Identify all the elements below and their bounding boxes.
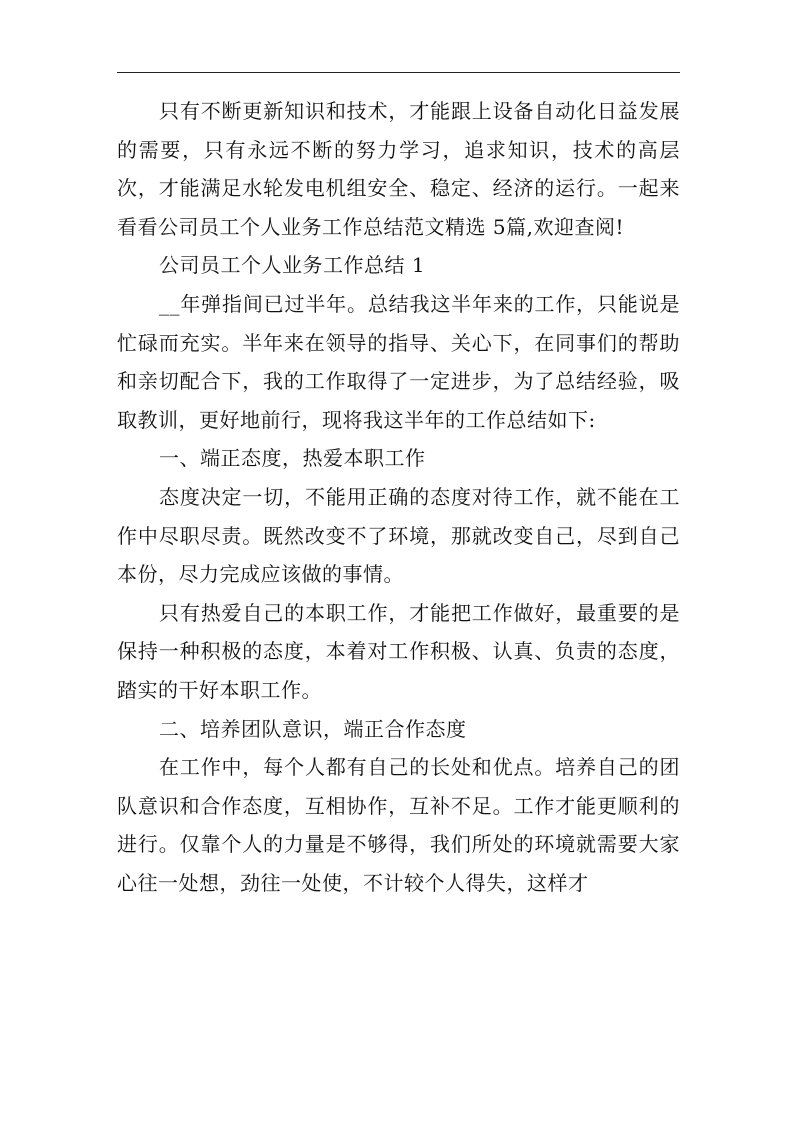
attitude-paragraph-1: 态度决定一切，不能用正确的态度对待工作，就不能在工作中尽职尽责。既然改变不了环境，那就改变自己，尽到自己本份，尽力完成应该做的事情。 <box>117 484 680 587</box>
heading-teamwork: 二、培养团队意识，端正合作态度 <box>159 716 467 741</box>
document-body <box>117 92 680 902</box>
summary-opening-paragraph: __年弹指间已过半年。总结我这半年来的工作，只能说是忙碌而充实。半年来在领导的指导、关心下，在同事们的帮助和亲切配合下，我的工作取得了一定进步，为了总结经验，吸取教训，更好地前行，现将我这半年的工作总结如下: <box>117 291 680 432</box>
section-title-1: 公司员工个人业务工作总结 1 <box>159 253 426 278</box>
intro-paragraph: 只有不断更新知识和技术，才能跟上设备自动化日益发展的需要，只有永远不断的努力学习，追求知识，技术的高层次，才能满足水轮发电机组安全、稳定、经济的运行。一起来看看公司员工个人业务工作总结范文精选 5篇,欢迎查阅! <box>117 99 680 239</box>
attitude-paragraph-2: 只有热爱自己的本职工作，才能把工作做好，最重要的是保持一种积极的态度，本着对工作积极、认真、负责的态度，踏实的干好本职工作。 <box>117 600 680 702</box>
heading-attitude: 一、端正态度，热爱本职工作 <box>159 446 426 471</box>
header-divider <box>117 72 680 73</box>
teamwork-paragraph: 在工作中，每个人都有自己的长处和优点。培养自己的团队意识和合作态度，互相协作，互补不足。工作才能更顺利的进行。仅靠个人的力量是不够得，我们所处的环境就需要大家心往一处想，劲往一处使，不计较个人得失，这样才 <box>117 755 680 895</box>
